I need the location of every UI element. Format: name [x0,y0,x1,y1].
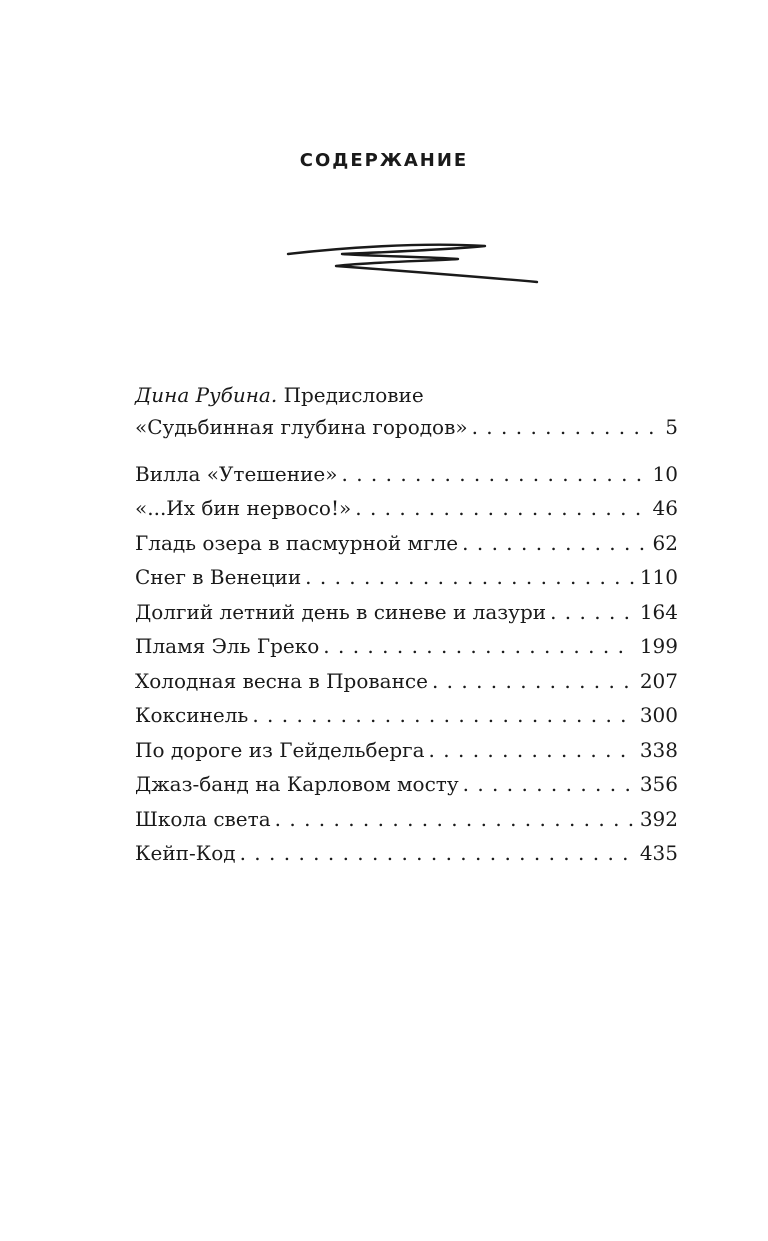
toc-entry-preface[interactable] [135,410,678,445]
toc-entry-page: 10 [652,461,678,486]
toc-entry[interactable] [135,526,678,561]
toc-entry[interactable] [135,457,678,492]
toc-entry-page: 110 [639,565,678,589]
toc-entry-title: Снег в Венеции [135,565,302,589]
dot-leader [305,560,634,595]
toc-entry-title: Пламя Эль Греко [135,634,320,658]
dot-leader [341,457,646,492]
preface-author: Дина Рубина. [135,383,278,407]
dot-leader [275,802,634,837]
dot-leader [432,664,634,699]
toc-entry-page: 199 [639,634,678,658]
dot-leader [323,629,634,664]
toc-entry[interactable] [135,629,678,664]
toc-entry-page: 356 [639,772,678,796]
toc-entry-title: Джаз-банд на Карловом мосту [135,772,459,796]
toc-entry-title: «...Их бин нервосо!» [135,496,352,520]
toc-entry-page: 207 [639,668,678,693]
dot-leader [252,698,634,733]
toc-entry-page: 5 [665,415,678,439]
toc-entry-title: Вилла «Утешение» [135,461,338,486]
dot-leader [355,491,646,526]
toc-entry[interactable] [135,664,678,699]
toc-entry-page: 435 [639,841,678,865]
dot-leader [472,410,660,445]
preface-heading [135,380,678,410]
toc-entry-page: 300 [639,703,678,727]
toc-entry[interactable] [135,836,678,871]
dot-leader [550,595,634,630]
signature-swash-icon [280,232,550,292]
toc-entry-title: Кейп-Код [135,841,236,865]
toc-entry[interactable] [135,491,678,526]
toc-entry[interactable] [135,595,678,630]
table-of-contents [135,380,678,871]
toc-entry-title: Коксинель [135,703,249,727]
toc-entry-title: «Судьбинная глубина городов» [135,415,468,439]
dot-leader [463,767,634,802]
toc-entry-page: 164 [639,599,678,624]
dot-leader [429,733,634,768]
toc-entry-page: 62 [652,530,678,555]
toc-entry-title: Школа света [135,806,271,831]
toc-entry-title: Гладь озера в пасмурной мгле [135,530,459,555]
toc-entry-page: 338 [639,737,678,762]
toc-entry[interactable] [135,802,678,837]
toc-entry[interactable] [135,698,678,733]
page-title: СОДЕРЖАНИЕ [299,150,469,171]
toc-entry-page: 392 [639,806,678,831]
toc-entry[interactable] [135,767,678,802]
toc-entry[interactable] [135,733,678,768]
dot-leader [240,836,634,871]
toc-entry[interactable] [135,560,678,595]
dot-leader [462,526,646,561]
toc-entry-title: Холодная весна в Провансе [135,668,428,693]
toc-entries-list [135,457,678,871]
toc-entry-title: Долгий летний день в синеве и лазури [135,599,547,624]
toc-entry-page: 46 [652,496,678,520]
toc-entry-title: По дороге из Гейдельберга [135,737,425,762]
preface-label: Предисловие [283,383,424,407]
